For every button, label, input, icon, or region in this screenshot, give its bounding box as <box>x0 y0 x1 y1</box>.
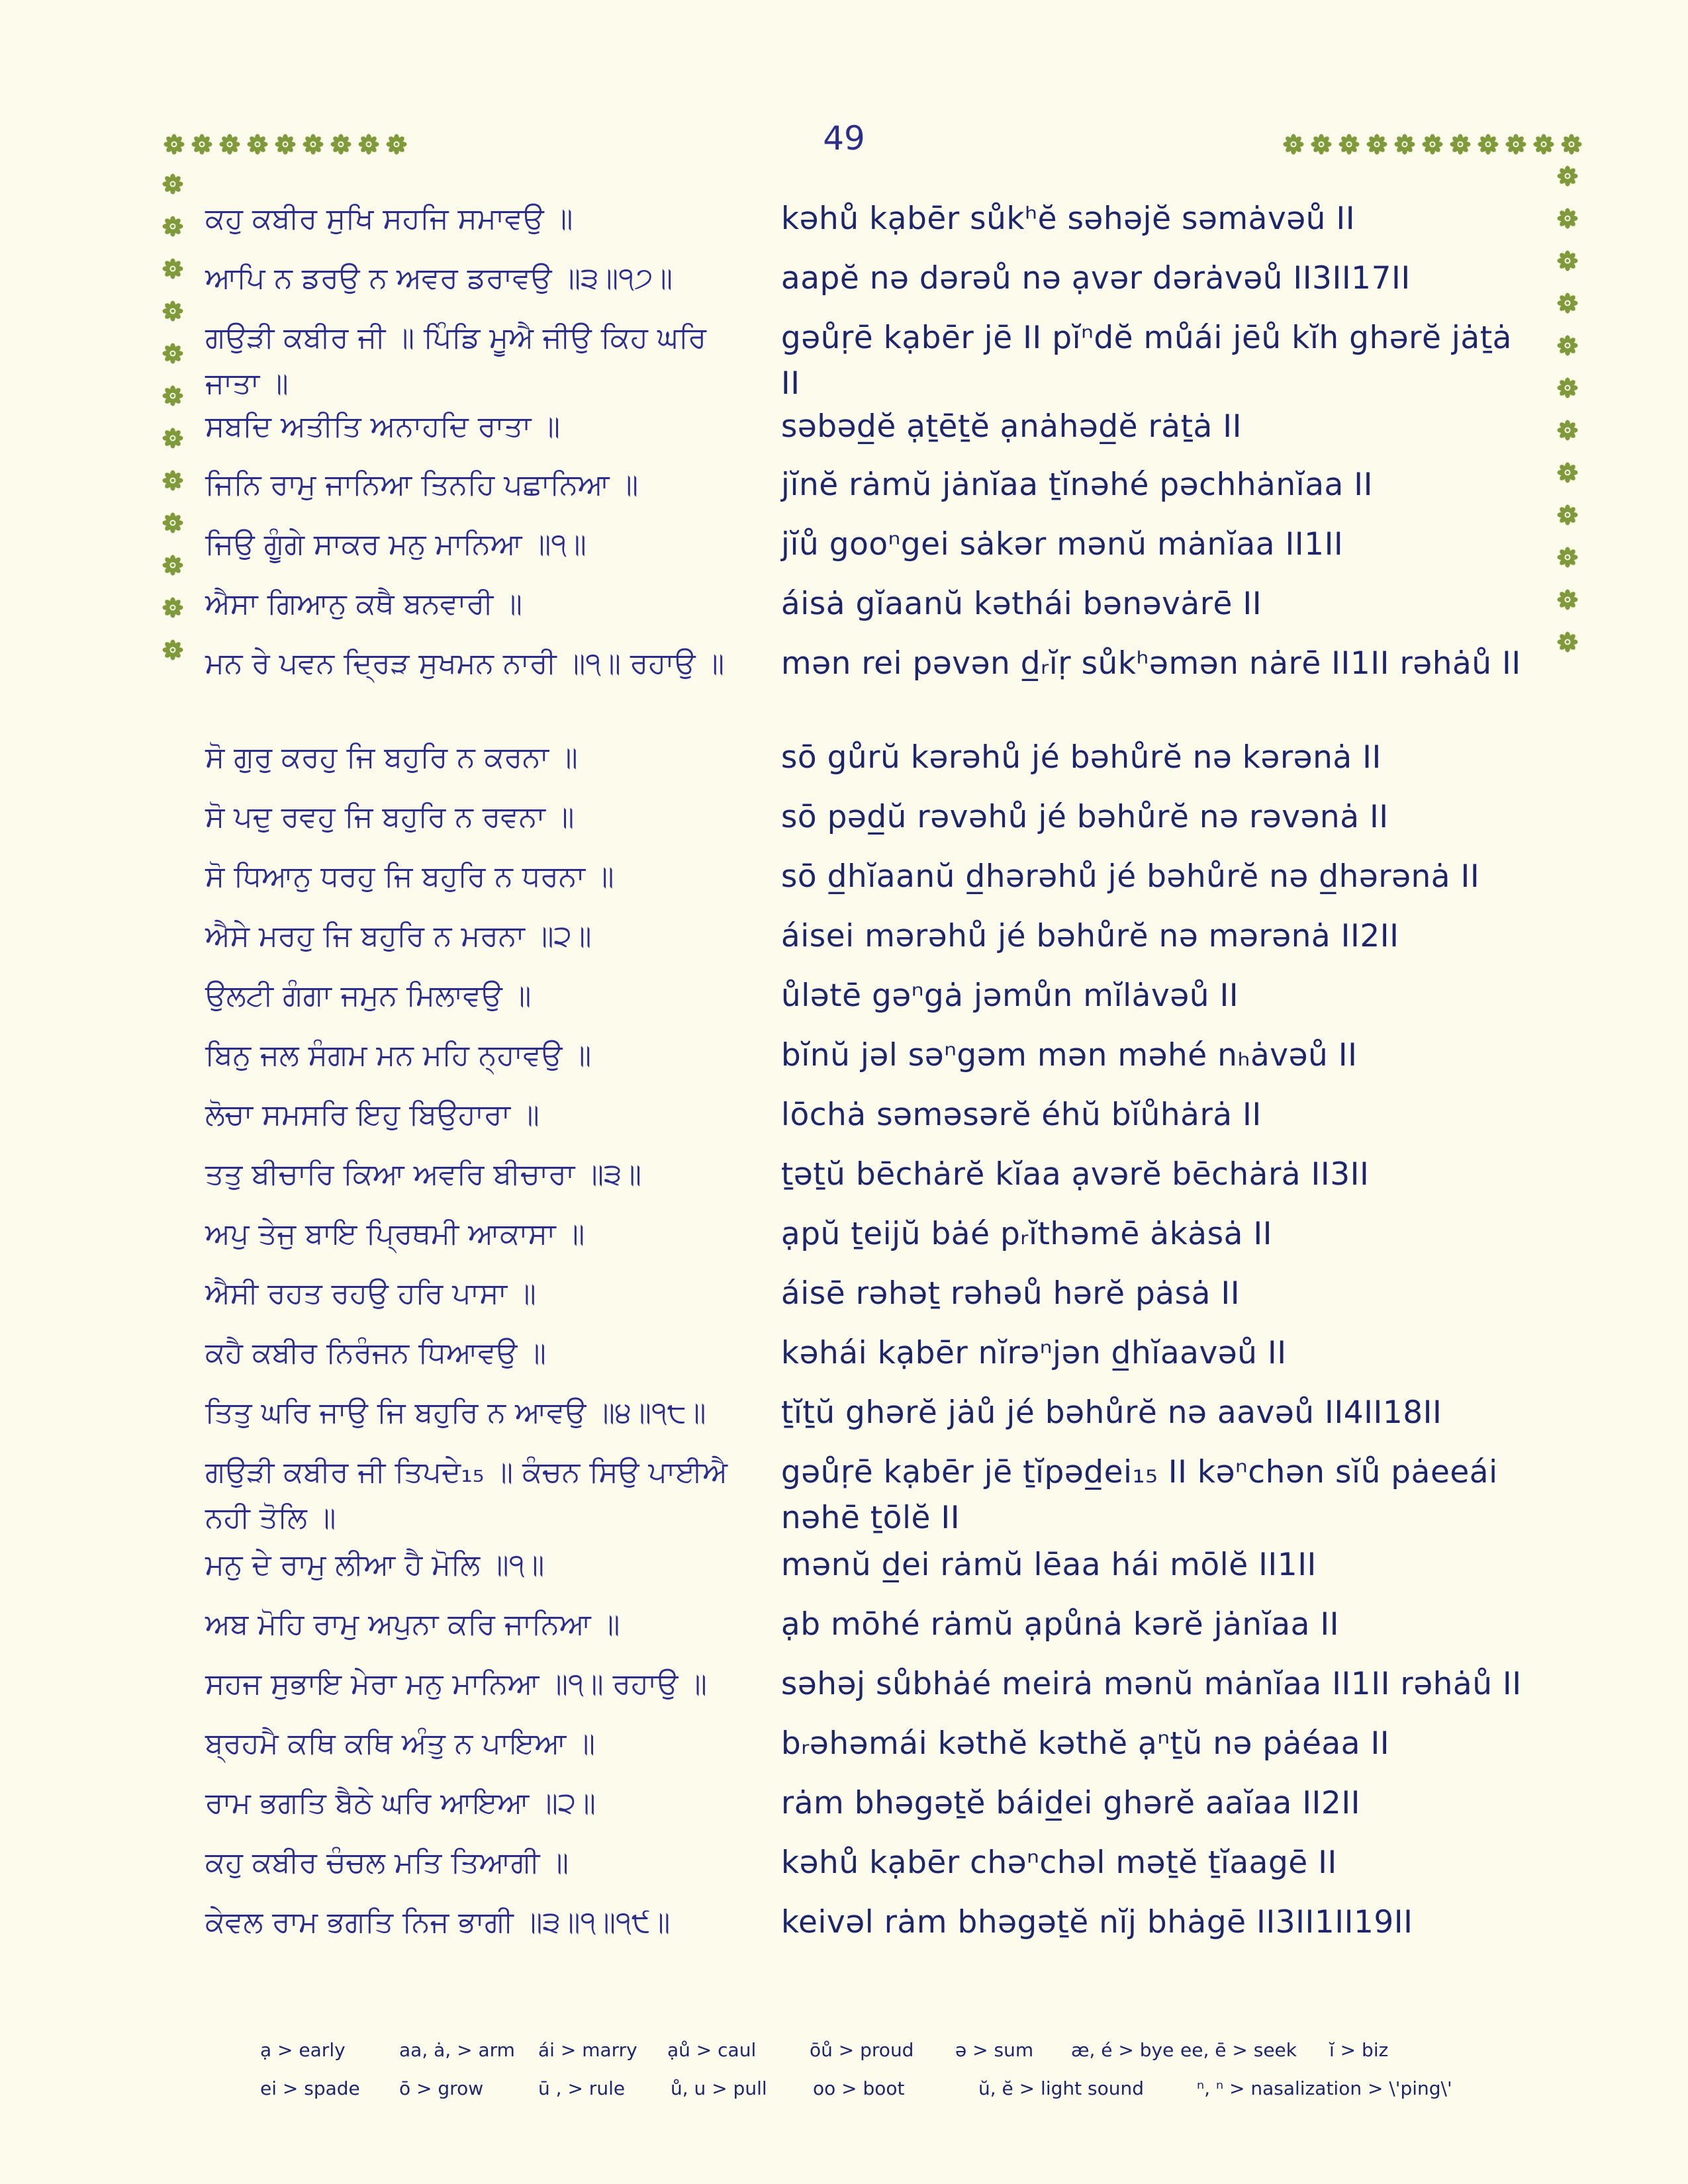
verse-row <box>199 522 1523 581</box>
gurmukhi-line: ਉਲਟੀ ਗੰਗਾ ਜਮੁਨ ਮਿਲਾਵਉ ॥ <box>205 979 532 1013</box>
gurmukhi-line: ਅਪੁ ਤੇਜੁ ਬਾਇ ਪ੍ਰਿਥਮੀ ਆਕਾਸਾ ॥ <box>205 1217 585 1251</box>
flower-icon <box>1557 462 1578 483</box>
flower-icon <box>162 216 183 237</box>
verse-row <box>199 973 1523 1032</box>
transliteration-line: ůlətē gəⁿgȧ jəmůn mĭlȧvəů II <box>780 978 1239 1014</box>
gurmukhi-line: ਐਸੀ ਰਹਤ ਰਹਉ ਹਰਿ ਪਾਸਾ ॥ <box>205 1277 536 1310</box>
gurmukhi-line: ਸੋ ਪਦੁ ਰਵਹੁ ਜਿ ਬਹੁਰਿ ਨ ਰਵਨਾ ॥ <box>205 800 575 834</box>
flower-icon <box>1477 134 1499 155</box>
verse-row <box>199 1211 1523 1271</box>
verse-row <box>199 315 1523 404</box>
legend-item: ŭ, ĕ > light sound <box>978 2077 1144 2099</box>
verse-row <box>199 581 1523 641</box>
flower-icon <box>1450 134 1471 155</box>
gurmukhi-line: ਮਨ ਰੇ ਪਵਨ ਦ੍ਰਿੜ ਸੁਖਮਨ ਨਾਰੀ ॥੧॥ ਰਹਾਉ ॥ <box>205 647 725 680</box>
transliteration-line: kəhái kạbēr nĭrəⁿjən d̲hĭaavəů II <box>780 1335 1287 1371</box>
verse-row <box>199 1449 1523 1542</box>
flower-icon <box>1505 134 1526 155</box>
flower-icon <box>162 258 183 279</box>
legend-item: ĭ > biz <box>1329 2038 1389 2061</box>
gurmukhi-line: ਤਤੁ ਬੀਚਾਰਿ ਕਿਆ ਅਵਰਿ ਬੀਚਾਰਾ ॥੩॥ <box>205 1158 642 1191</box>
verse-row <box>199 1271 1523 1330</box>
legend-item: æ, é > bye <box>1071 2038 1174 2061</box>
flower-icon <box>1338 134 1360 155</box>
transliteration-line: áisei mərəhů jé bəhůrĕ nə mərənȧ II2II <box>780 918 1399 954</box>
transliteration-line: áisȧ gĭaanŭ kəthái bənəvȧrē II <box>780 586 1262 622</box>
gurmukhi-line: ਬਿਨੁ ਜਲ ਸੰਗਮ ਮਨ ਮਹਿ ਨ੍ਹਾਵਉ ॥ <box>205 1038 592 1072</box>
transliteration-line: səbəd̲ĕ ạṯēṯĕ ạnȧhəd̲ĕ rȧṯȧ II <box>780 408 1242 445</box>
verse-row <box>199 1092 1523 1152</box>
verse-row <box>199 1390 1523 1449</box>
page-number: 49 <box>823 119 865 158</box>
gurmukhi-line: ਅਬ ਮੋਹਿ ਰਾਮੁ ਅਪੁਨਾ ਕਰਿ ਜਾਨਿਆ ॥ <box>205 1608 620 1641</box>
legend-row-2 <box>260 2069 1518 2107</box>
transliteration-line: ṯĭṯŭ ghərĕ jȧů jé bəhůrĕ nə aavəů II4II18II <box>780 1394 1442 1431</box>
transliteration-line: mən rei pəvən d̲ᵣĭṛ sůkʰəmən nȧrē II1II rəhȧů II <box>780 645 1521 682</box>
verse-row <box>199 794 1523 854</box>
verse-row <box>199 641 1523 735</box>
verse-row <box>199 196 1523 255</box>
verse-table <box>199 196 1523 1959</box>
flower-icon <box>219 134 240 155</box>
transliteration-line: keivəl rȧm bhəgəṯĕ nĭj bhȧgē II3II1II19II <box>780 1904 1413 1940</box>
flower-icon <box>1557 165 1578 187</box>
legend-item: ei > spade <box>260 2077 360 2099</box>
flower-icon <box>164 134 185 155</box>
flower-icon <box>1422 134 1443 155</box>
flower-icon <box>1557 631 1578 653</box>
transliteration-line: gəůṛē kạbēr jē II pĭⁿdĕ můái jēů kĭh ghərĕ jȧṯȧ II <box>780 320 1512 402</box>
legend-item: aa, ȧ, > arm <box>399 2038 515 2061</box>
legend-item: ⁿ, ⁿ > nasalization > \'ping\' <box>1197 2077 1452 2099</box>
gurmukhi-line: ਤਿਤੁ ਘਰਿ ਜਾਉ ਜਿ ਬਹੁਰਿ ਨ ਆਵਉ ॥੪॥੧੮॥ <box>205 1396 706 1430</box>
flower-icon <box>1557 504 1578 525</box>
verse-row <box>199 1330 1523 1390</box>
transliteration-line: sō gůrŭ kərəhů jé bəhůrĕ nə kərənȧ II <box>780 739 1382 776</box>
gurmukhi-line: ਕਹੁ ਕਬੀਰ ਸੁਖਿ ਸਹਜਿ ਸਮਾਵਉ ॥ <box>205 202 573 236</box>
transliteration-line: rȧm bhəgəṯĕ báid̲ei ghərĕ aaĭaa II2II <box>780 1785 1361 1821</box>
flower-icon <box>1366 134 1387 155</box>
gurmukhi-line: ਸੋ ਗੁਰੁ ਕਰਹੁ ਜਿ ਬਹੁਰਿ ਨ ਕਰਨਾ ॥ <box>205 741 578 774</box>
transliteration-line: ạb mōhé rȧmŭ ạpůnȧ kərĕ jȧnĭaa II <box>780 1606 1340 1643</box>
transliteration-line: jĭů gooⁿgei sȧkər mənŭ mȧnĭaa II1II <box>780 526 1344 563</box>
gurmukhi-line: ਆਪਿ ਨ ਡਰਉ ਨ ਅਵਰ ਡਰਾਵਉ ॥੩॥੧੭॥ <box>205 261 673 295</box>
legend-item: ee, ē > seek <box>1180 2038 1297 2061</box>
transliteration-line: kəhů kạbēr sůkʰĕ səhəjĕ səmȧvəů II <box>780 201 1356 237</box>
gurmukhi-line: ਗਉੜੀ ਕਬੀਰ ਜੀ ਤਿਪਦੇ₁₅ ॥ ਕੰਚਨ ਸਿਉ ਪਾਈਐ ਨਹੀ ਤੋਲਿ ॥ <box>205 1455 728 1535</box>
flower-icon <box>162 555 183 576</box>
transliteration-line: səhəj sůbhȧé meirȧ mənŭ mȧnĭaa II1II rəhȧů II <box>780 1666 1522 1702</box>
flower-icon <box>1283 134 1304 155</box>
flower-icon <box>358 134 379 155</box>
flower-icon <box>1557 208 1578 229</box>
flower-icon <box>1557 420 1578 441</box>
verse-row <box>199 735 1523 794</box>
flower-icon <box>1557 377 1578 398</box>
transliteration-line: lōchȧ səməsərĕ éhŭ bĭůhȧrȧ II <box>780 1097 1262 1133</box>
legend-item: ō > grow <box>399 2077 484 2099</box>
gurmukhi-line: ਮਨੁ ਦੇ ਰਾਮੁ ਲੀਆ ਹੈ ਮੋਲਿ ॥੧॥ <box>205 1548 545 1582</box>
legend-item: ū , > rule <box>538 2077 626 2099</box>
flower-icon <box>303 134 324 155</box>
transliteration-line: sō pəd̲ŭ rəvəhů jé bəhůrĕ nə rəvənȧ II <box>780 799 1389 835</box>
flower-icon <box>162 428 183 449</box>
verse-row <box>199 854 1523 913</box>
flower-icon <box>1557 335 1578 356</box>
verse-row <box>199 462 1523 522</box>
flower-icon <box>162 639 183 660</box>
flower-icon <box>162 300 183 322</box>
verse-row <box>199 1032 1523 1092</box>
verse-row <box>199 1661 1523 1721</box>
verse-row <box>199 1840 1523 1899</box>
gurmukhi-line: ਜਿਨਿ ਰਾਮੁ ਜਾਨਿਆ ਤਿਨਹਿ ਪਛਾਨਿਆ ॥ <box>205 468 639 502</box>
flower-icon <box>162 173 183 195</box>
verse-row <box>199 1899 1523 1959</box>
flower-icon <box>275 134 296 155</box>
flower-icon <box>191 134 212 155</box>
verse-row <box>199 1721 1523 1780</box>
gurmukhi-line: ਕਹੁ ਕਬੀਰ ਚੰਚਲ ਮਤਿ ਤਿਆਗੀ ॥ <box>205 1846 569 1880</box>
transliteration-line: kəhů kạbēr chəⁿchəl məṯĕ ṯĭaagē II <box>780 1844 1337 1881</box>
transliteration-line: bᵣəhəmái kəthĕ kəthĕ ạⁿṯŭ nə pȧéaa II <box>780 1725 1390 1762</box>
transliteration-line: jĭnĕ rȧmŭ jȧnĭaa ṯĭnəhé pəchhȧnĭaa II <box>780 467 1373 503</box>
flower-icon <box>162 512 183 533</box>
verse-row <box>199 1780 1523 1840</box>
flower-icon <box>1557 293 1578 314</box>
verse-row <box>199 404 1523 462</box>
legend-item: ōů > proud <box>810 2038 914 2061</box>
gurmukhi-line: ਲੋਚਾ ਸਮਸਰਿ ਇਹੁ ਬਿਉਹਾਰਾ ॥ <box>205 1098 539 1132</box>
verse-row <box>199 1602 1523 1661</box>
legend-item: ái > marry <box>538 2038 637 2061</box>
legend-item: ů, u > pull <box>671 2077 767 2099</box>
flower-icon <box>1557 250 1578 271</box>
legend-row-1 <box>260 2030 1518 2069</box>
legend-item: ạ > early <box>260 2038 346 2061</box>
transliteration-line: ṯəṯŭ bēchȧrĕ kĭaa ạvərĕ bēchȧrȧ II3II <box>780 1156 1370 1193</box>
transliteration-line: gəůṛē kạbēr jē ṯĭpəd̲ei₁₅ II kəⁿchən sĭů pȧeeái nəhē ṯōlĕ II <box>780 1454 1498 1536</box>
gurmukhi-line: ਬ੍ਰਹਮੈ ਕਥਿ ਕਥਿ ਅੰਤੁ ਨ ਪਾਇਆ ॥ <box>205 1727 595 1760</box>
transliteration-line: sō d̲hĭaanŭ d̲hərəhů jé bəhůrĕ nə d̲hərənȧ II <box>780 858 1480 895</box>
gurmukhi-line: ਸਬਦਿ ਅਤੀਤਿ ਅਨਾਹਦਿ ਰਾਤਾ ॥ <box>205 410 561 443</box>
verse-row <box>199 913 1523 973</box>
gurmukhi-line: ਕਹੈ ਕਬੀਰ ਨਿਰੰਜਨ ਧਿਆਵਉ ॥ <box>205 1336 546 1370</box>
flower-icon <box>1533 134 1554 155</box>
verse-row <box>199 1152 1523 1211</box>
legend-item: ạů > caul <box>667 2038 757 2061</box>
transliteration-line: mənŭ d̲ei rȧmŭ lēaa hái mōlĕ II1II <box>780 1547 1317 1583</box>
gurmukhi-line: ਸੋ ਧਿਆਨੁ ਧਰਹੁ ਜਿ ਬਹੁਰਿ ਨ ਧਰਨਾ ॥ <box>205 860 614 893</box>
flower-icon <box>330 134 352 155</box>
transliteration-line: ạpŭ ṯeijŭ bȧé pᵣĭthəmē ȧkȧsȧ II <box>780 1216 1273 1252</box>
gurmukhi-line: ਸਹਜ ਸੁਭਾਇ ਮੇਰਾ ਮਨੁ ਮਾਨਿਆ ॥੧॥ ਰਹਾਉ ॥ <box>205 1667 707 1701</box>
verse-row <box>199 255 1523 315</box>
flower-icon <box>162 597 183 618</box>
gurmukhi-line: ਜਿਉ ਗੂੰਗੇ ਸਾਕਰ ਮਨੁ ਮਾਨਿਆ ॥੧॥ <box>205 527 586 561</box>
verse-row <box>199 1542 1523 1602</box>
flower-icon <box>162 343 183 364</box>
flower-icon <box>1394 134 1415 155</box>
gurmukhi-line: ਐਸੇ ਮਰਹੁ ਜਿ ਬਹੁਰਿ ਨ ਮਰਨਾ ॥੨॥ <box>205 919 592 953</box>
legend-item: ə > sum <box>955 2038 1034 2061</box>
gurmukhi-line: ਕੇਵਲ ਰਾਮ ਭਗਤਿ ਨਿਜ ਭਾਗੀ ॥੩॥੧॥੧੯॥ <box>205 1905 671 1939</box>
flower-icon <box>247 134 268 155</box>
pronunciation-legend <box>260 2030 1518 2107</box>
transliteration-line: aapĕ nə dərəů nə ạvər dərȧvəů II3II17II <box>780 260 1411 296</box>
flower-icon <box>162 470 183 491</box>
flower-icon <box>1557 589 1578 610</box>
flower-icon <box>1311 134 1332 155</box>
flower-icon <box>162 385 183 406</box>
gurmukhi-line: ਰਾਮ ਭਗਤਿ ਬੈਠੇ ਘਰਿ ਆਇਆ ॥੨॥ <box>205 1786 596 1820</box>
flower-icon <box>386 134 407 155</box>
gurmukhi-line: ਐਸਾ ਗਿਆਨੁ ਕਥੈ ਬਨਵਾਰੀ ॥ <box>205 587 522 621</box>
legend-item: oo > boot <box>813 2077 905 2099</box>
flower-icon <box>1561 134 1582 155</box>
gurmukhi-line: ਗਉੜੀ ਕਬੀਰ ਜੀ ॥ ਪਿੰਡਿ ਮੂਐ ਜੀਉ ਕਿਹ ਘਰਿ ਜਾਤਾ ॥ <box>205 321 707 400</box>
flower-icon <box>1557 547 1578 568</box>
transliteration-line: bĭnŭ jəl səⁿgəm mən məhé nₕȧvəů II <box>780 1037 1358 1073</box>
transliteration-line: áisē rəhəṯ rəhəů hərĕ pȧsȧ II <box>780 1275 1241 1312</box>
